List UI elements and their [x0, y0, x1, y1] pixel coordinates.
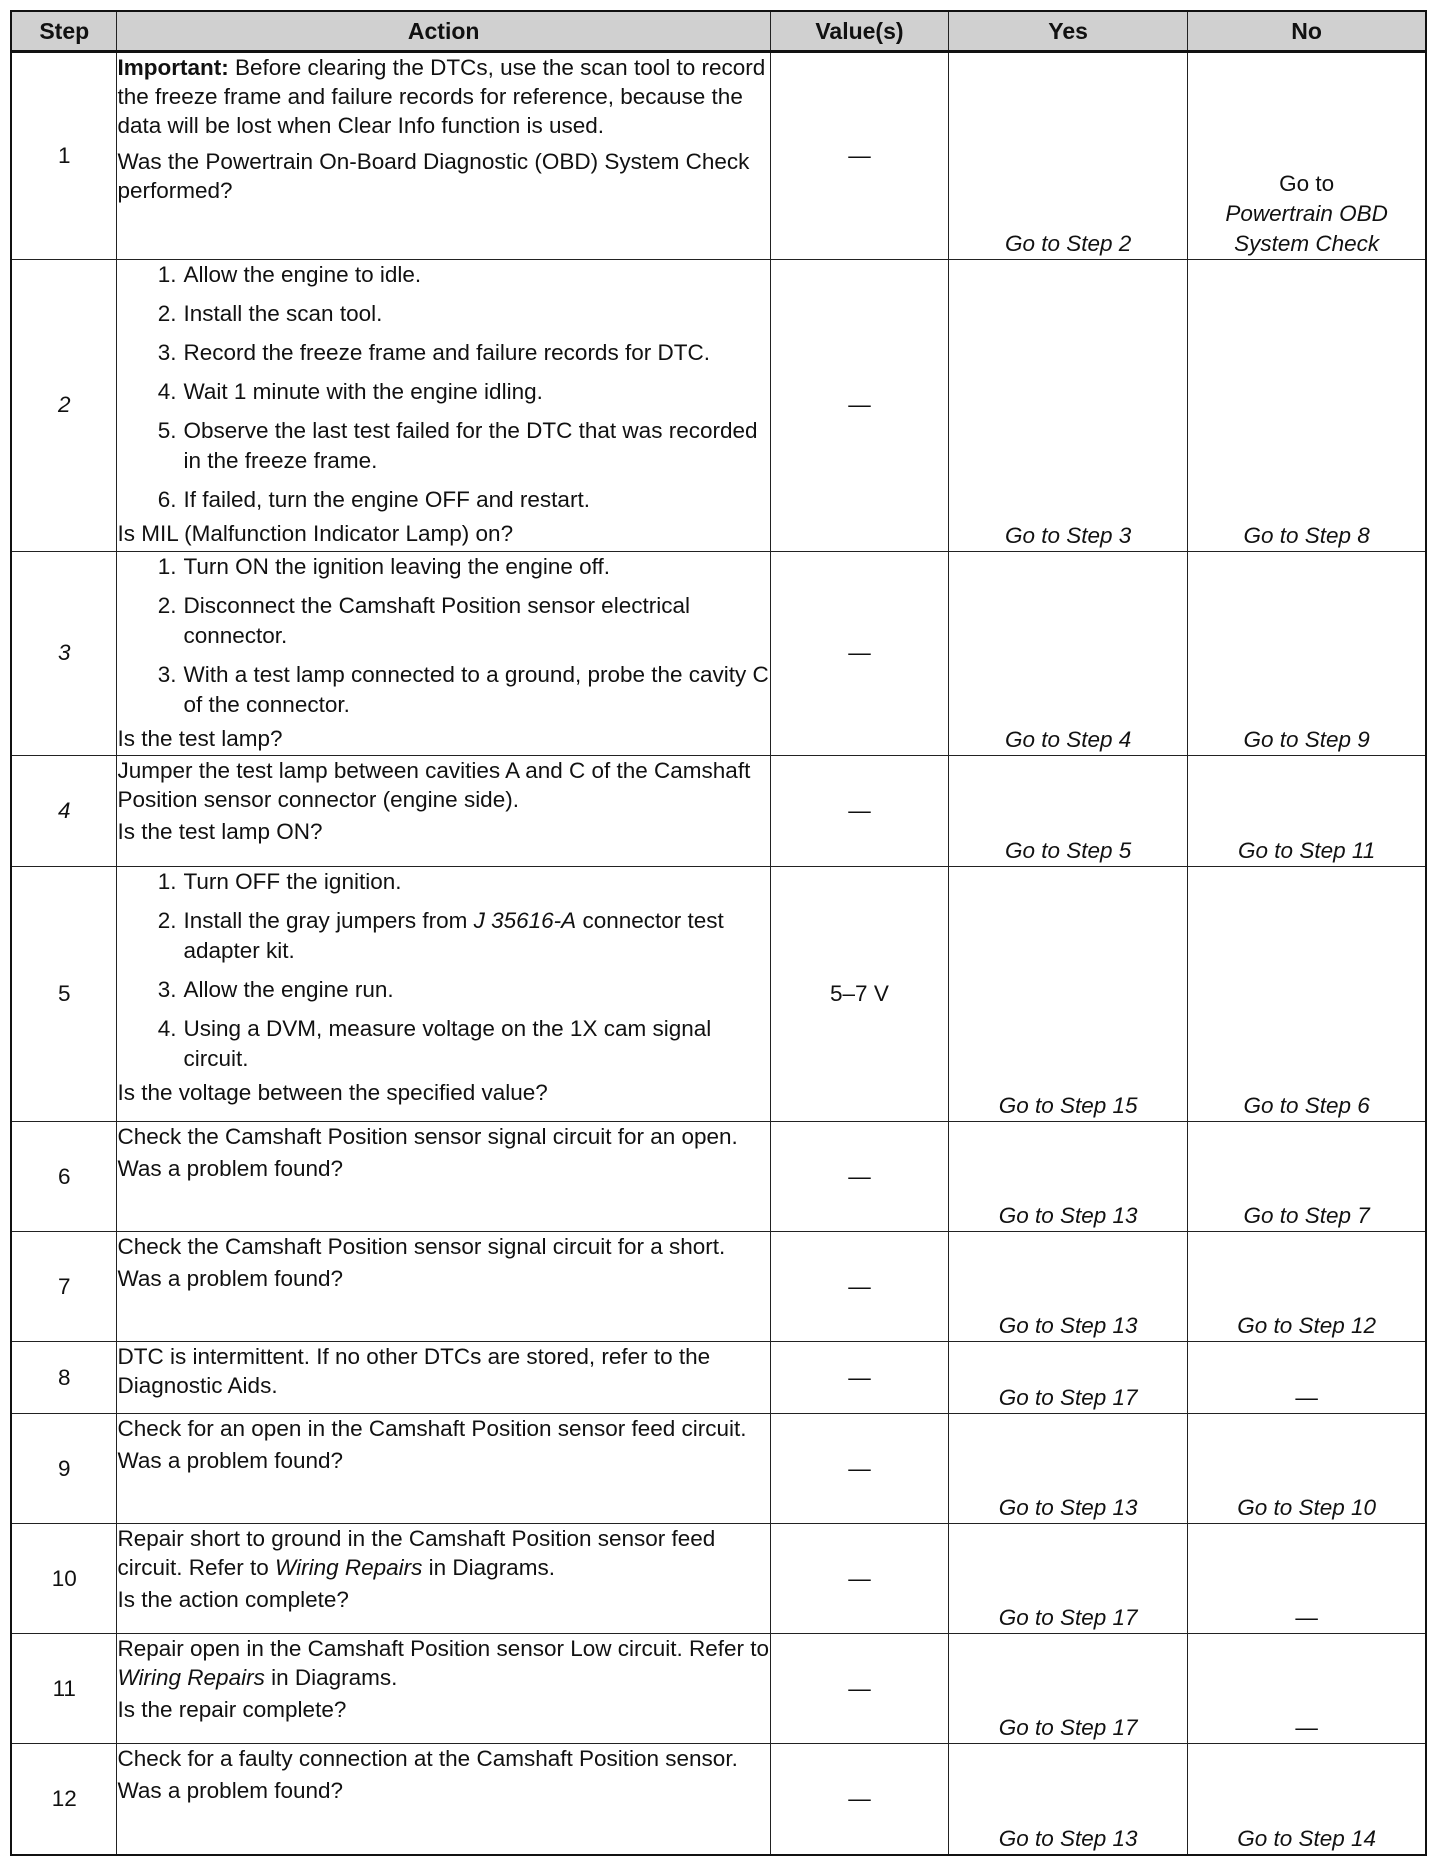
value-cell: — — [770, 1524, 948, 1634]
diagnostic-table — [10, 10, 1427, 1856]
list-item-text: If failed, turn the engine OFF and restart. — [183, 487, 590, 513]
header-action: Action — [117, 11, 770, 52]
list-item: 3. Allow the engine run. — [157, 976, 394, 1002]
list-item: 4. Wait 1 minute with the engine idling. — [157, 379, 543, 405]
table-row — [11, 1744, 1426, 1855]
header-row — [11, 11, 1426, 52]
no-cell: — — [1188, 1524, 1426, 1634]
value-cell: — — [770, 260, 948, 552]
header-values: Value(s) — [770, 11, 948, 52]
question-text: Was a problem found? — [117, 1156, 344, 1182]
list-item-text-pre: Install the gray jumpers from — [183, 907, 468, 933]
value-cell: — — [770, 52, 948, 260]
table-row — [11, 52, 1426, 260]
list-item: 2. Disconnect the Camshaft Position sensor electrical connector. — [157, 592, 690, 648]
wiring-repairs-reference: Wiring Repairs — [117, 1665, 265, 1691]
action-text: Check the Camshaft Position sensor signal circuit for an open. — [117, 1124, 738, 1150]
header-yes: Yes — [948, 11, 1187, 52]
table-row — [11, 1122, 1426, 1232]
list-item: 1. Allow the engine to idle. — [157, 262, 422, 288]
no-cell: Go to Step 10 — [1188, 1414, 1426, 1524]
list-item-text: Disconnect the Camshaft Position sensor electrical connector. — [183, 592, 690, 648]
action-cell — [117, 260, 770, 552]
important-text: Before clearing the DTCs, use the scan tool to record the freeze frame and failure records for reference, because the data will be lost when Clear Info function is used. — [117, 55, 766, 138]
procedure-list — [117, 867, 769, 1074]
no-cell — [1188, 52, 1426, 260]
action-cell — [117, 1744, 770, 1855]
list-item-text: Allow the engine to idle. — [183, 262, 422, 288]
action-cell — [117, 866, 770, 1121]
table-row — [11, 1232, 1426, 1342]
step-number: 12 — [11, 1744, 117, 1855]
value-cell: — — [770, 1122, 948, 1232]
question-text: Is the test lamp ON? — [117, 818, 323, 844]
procedure-list — [117, 552, 769, 720]
yes-cell: Go to Step 5 — [948, 755, 1187, 866]
table-row — [11, 1634, 1426, 1744]
step-number: 3 — [11, 551, 117, 755]
list-item: 1. Turn ON the ignition leaving the engine off. — [157, 553, 611, 579]
list-item-text: Using a DVM, measure voltage on the 1X cam signal circuit. — [183, 1015, 712, 1071]
action-text — [117, 1524, 769, 1582]
step-number: 1 — [11, 52, 117, 260]
no-cell: Go to Step 7 — [1188, 1122, 1426, 1232]
list-item-text: Record the freeze frame and failure records for DTC. — [183, 340, 710, 366]
no-cell: Go to Step 12 — [1188, 1232, 1426, 1342]
action-cell — [117, 755, 770, 866]
no-cell: Go to Step 8 — [1188, 260, 1426, 552]
yes-cell: Go to Step 13 — [948, 1232, 1187, 1342]
table-row — [11, 1414, 1426, 1524]
question-text: Was a problem found? — [117, 1778, 344, 1804]
value-cell: — — [770, 755, 948, 866]
action-text: Check for an open in the Camshaft Position sensor feed circuit. — [117, 1416, 747, 1442]
list-item: 2. Install the scan tool. — [157, 301, 383, 327]
step-number: 6 — [11, 1122, 117, 1232]
no-cell: Go to Step 11 — [1188, 755, 1426, 866]
value-cell: — — [770, 1232, 948, 1342]
no-cell: — — [1188, 1342, 1426, 1414]
no-prefix: Go to — [1279, 171, 1335, 197]
step-number: 10 — [11, 1524, 117, 1634]
yes-cell: Go to Step 17 — [948, 1634, 1187, 1744]
action-text-post: in Diagrams. — [428, 1555, 555, 1581]
question-text: Is the test lamp? — [117, 725, 283, 751]
list-item: 2. Install the gray jumpers from J 35616-A connector test adapter kit. — [157, 907, 724, 963]
header-step: Step — [11, 11, 117, 52]
action-cell — [117, 551, 770, 755]
action-cell — [117, 1342, 770, 1414]
header-no: No — [1188, 11, 1426, 52]
list-item: 4. Using a DVM, measure voltage on the 1X cam signal circuit. — [157, 1015, 712, 1071]
yes-cell: Go to Step 17 — [948, 1524, 1187, 1634]
step-number: 8 — [11, 1342, 117, 1414]
yes-cell: Go to Step 13 — [948, 1414, 1187, 1524]
question-text: Is the repair complete? — [117, 1697, 347, 1723]
question-text: Is the voltage between the specified value? — [117, 1079, 548, 1105]
no-link: Powertrain OBD System Check — [1225, 201, 1388, 257]
action-cell — [117, 1634, 770, 1744]
step-number: 11 — [11, 1634, 117, 1744]
no-cell: — — [1188, 1634, 1426, 1744]
list-item-text: Allow the engine run. — [183, 976, 394, 1002]
step-number: 4 — [11, 755, 117, 866]
action-cell — [117, 1122, 770, 1232]
action-cell — [117, 1232, 770, 1342]
yes-cell: Go to Step 17 — [948, 1342, 1187, 1414]
list-item: 1. Turn OFF the ignition. — [157, 868, 402, 894]
no-cell: Go to Step 9 — [1188, 551, 1426, 755]
action-text: Jumper the test lamp between cavities A and C of the Camshaft Position sensor connector (engine side). — [117, 757, 751, 812]
tool-reference: J 35616-A — [473, 907, 577, 933]
table-row — [11, 260, 1426, 552]
yes-cell: Go to Step 13 — [948, 1122, 1187, 1232]
list-item: 3. Record the freeze frame and failure records for DTC. — [157, 340, 710, 366]
yes-cell: Go to Step 15 — [948, 866, 1187, 1121]
value-cell: — — [770, 1634, 948, 1744]
list-item-text: Install the scan tool. — [183, 301, 383, 327]
table-row — [11, 866, 1426, 1121]
list-item: 3. With a test lamp connected to a ground, probe the cavity C of the connector. — [157, 661, 769, 717]
important-label: Important: — [117, 55, 229, 80]
list-item-text: With a test lamp connected to a ground, probe the cavity C of the connector. — [183, 661, 769, 717]
step-number: 2 — [11, 260, 117, 552]
value-cell: — — [770, 551, 948, 755]
question-text: Was a problem found? — [117, 1448, 344, 1474]
list-item-text: Turn OFF the ignition. — [183, 868, 402, 894]
action-text: Check the Camshaft Position sensor signal circuit for a short. — [117, 1234, 726, 1260]
list-item: 6. If failed, turn the engine OFF and restart. — [157, 487, 590, 513]
yes-cell: Go to Step 3 — [948, 260, 1187, 552]
table-row — [11, 755, 1426, 866]
action-cell — [117, 1414, 770, 1524]
value-cell: — — [770, 1414, 948, 1524]
action-text-post: in Diagrams. — [271, 1665, 398, 1691]
yes-cell: Go to Step 4 — [948, 551, 1187, 755]
procedure-list — [117, 260, 769, 515]
yes-cell: Go to Step 13 — [948, 1744, 1187, 1855]
value-cell: 5–7 V — [770, 866, 948, 1121]
list-item: 5. Observe the last test failed for the DTC that was recorded in the freeze frame. — [157, 418, 758, 474]
wiring-repairs-reference: Wiring Repairs — [275, 1555, 423, 1581]
yes-cell: Go to Step 2 — [948, 52, 1187, 260]
no-cell: Go to Step 14 — [1188, 1744, 1426, 1855]
question-text: Is the action complete? — [117, 1587, 349, 1613]
step-number: 9 — [11, 1414, 117, 1524]
value-cell: — — [770, 1342, 948, 1414]
action-text: DTC is intermittent. If no other DTCs are stored, refer to the Diagnostic Aids. — [117, 1344, 711, 1399]
action-text-pre: Repair short to ground in the Camshaft Position sensor feed circuit. Refer to — [117, 1526, 716, 1581]
action-cell — [117, 52, 770, 260]
question-text: Was the Powertrain On-Board Diagnostic (OBD) System Check performed? — [117, 149, 750, 203]
list-item-text: Wait 1 minute with the engine idling. — [183, 379, 543, 405]
step-number: 5 — [11, 866, 117, 1121]
table-row — [11, 1524, 1426, 1634]
list-item-text: Observe the last test failed for the DTC that was recorded in the freeze frame. — [183, 418, 758, 474]
step-number: 7 — [11, 1232, 117, 1342]
value-cell: — — [770, 1744, 948, 1855]
table-row — [11, 1342, 1426, 1414]
list-item-text-post: connector test adapter kit. — [183, 907, 724, 963]
action-cell — [117, 1524, 770, 1634]
no-cell: Go to Step 6 — [1188, 866, 1426, 1121]
important-note — [117, 53, 769, 140]
action-text — [117, 1634, 769, 1692]
question-text: Is MIL (Malfunction Indicator Lamp) on? — [117, 521, 514, 547]
list-item-text: Turn ON the ignition leaving the engine off. — [183, 553, 611, 579]
action-text: Check for a faulty connection at the Camshaft Position sensor. — [117, 1746, 738, 1772]
table-row — [11, 551, 1426, 755]
action-text-pre: Repair open in the Camshaft Position sensor Low circuit. Refer to — [117, 1636, 770, 1662]
question-text: Was a problem found? — [117, 1266, 344, 1292]
